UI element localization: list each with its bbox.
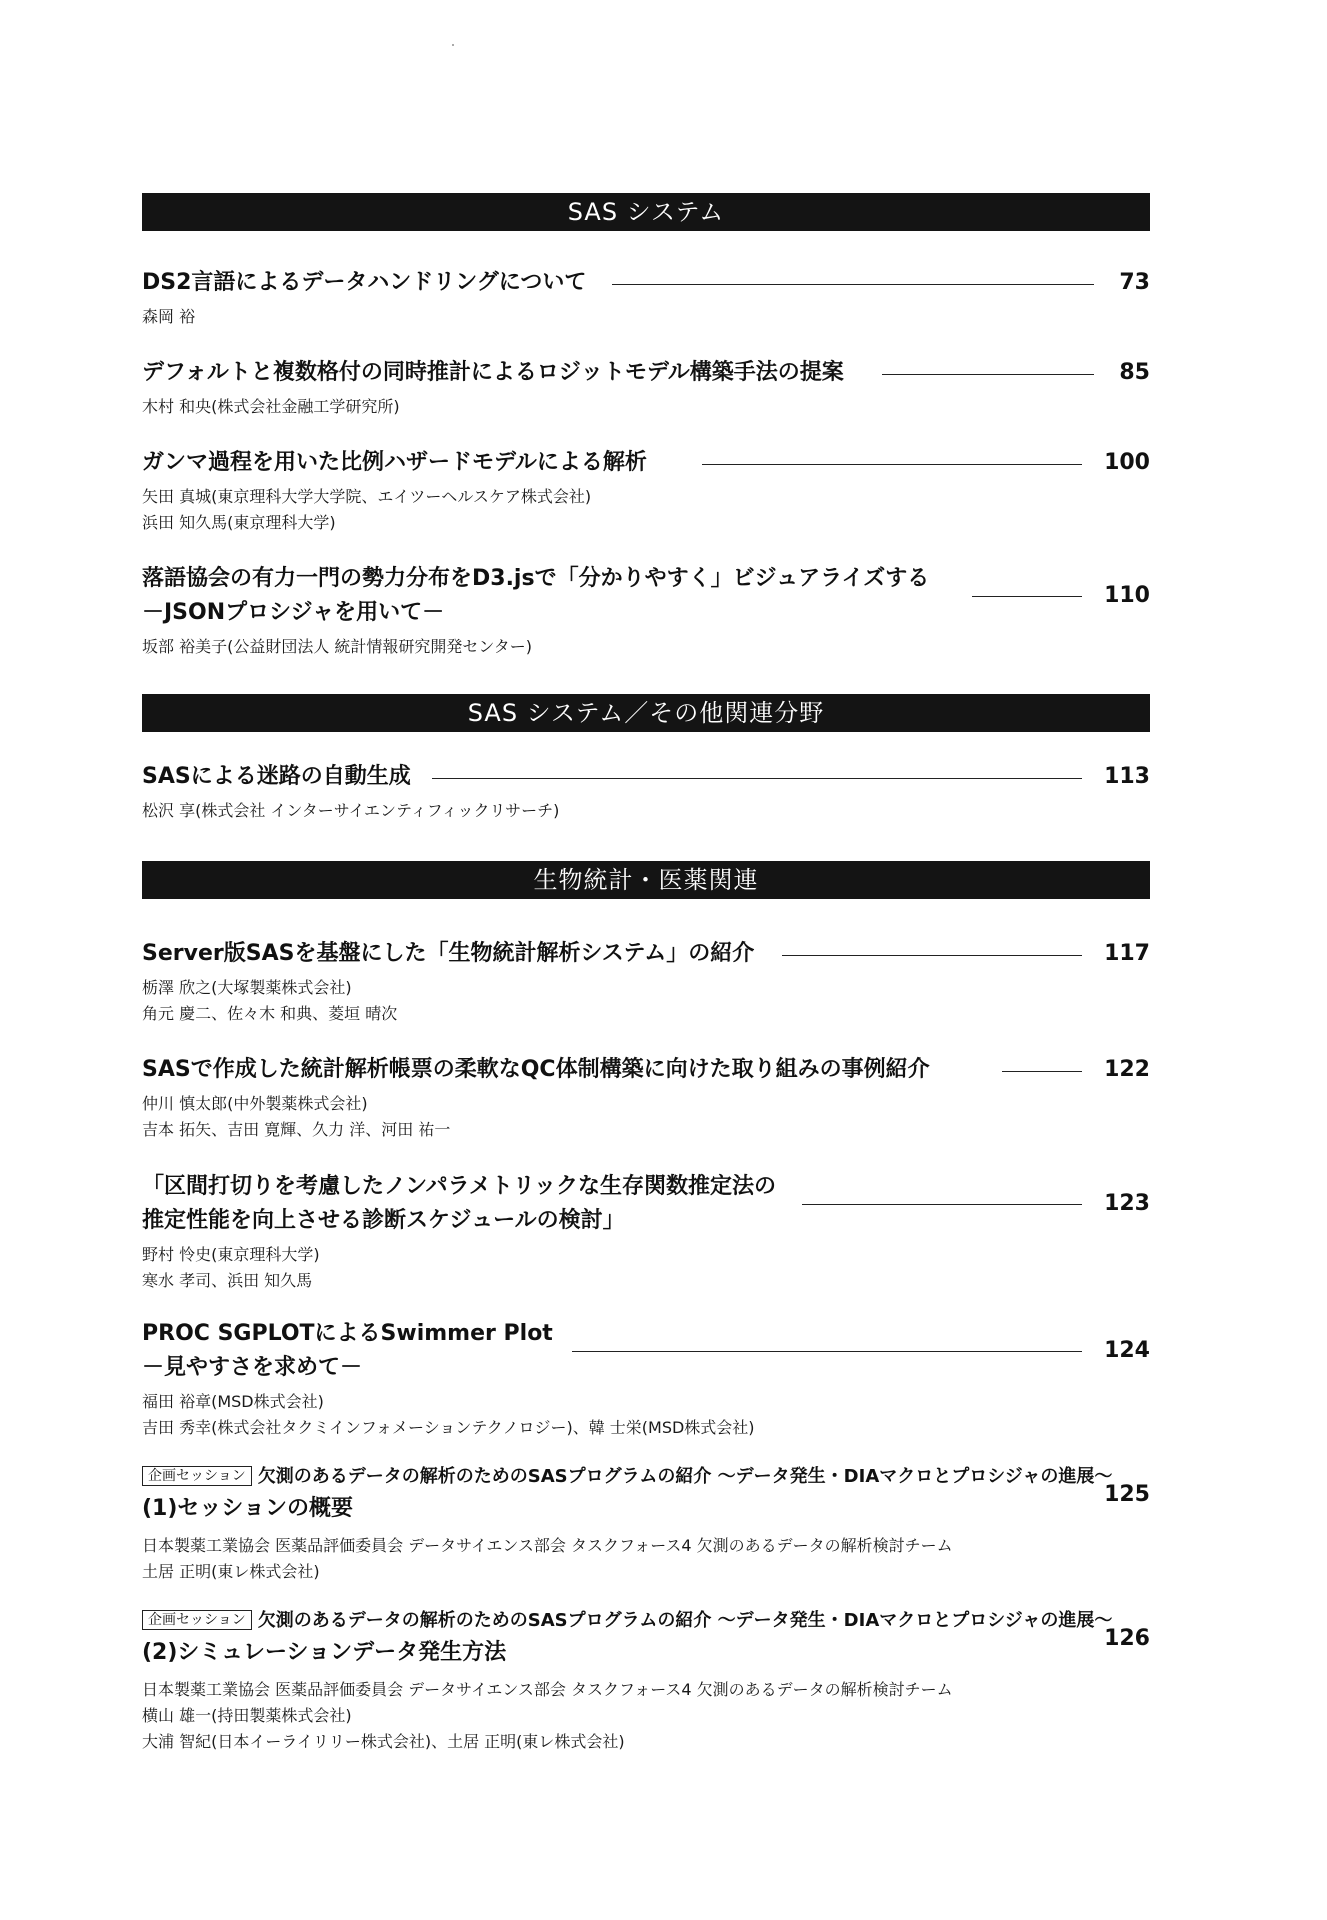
author-line: 仲川 慎太郎(中外製薬株式会社) — [142, 1094, 368, 1113]
leader-line — [612, 284, 1094, 285]
leader-line — [572, 1351, 1082, 1352]
toc-entry[interactable] — [142, 266, 1150, 330]
toc-entry[interactable] — [142, 1317, 1150, 1441]
toc-entry[interactable] — [142, 937, 1150, 1027]
entry-title: ガンマ過程を用いた比例ハザードモデルによる解析 — [142, 446, 657, 480]
leader-line — [1002, 1071, 1082, 1072]
page-number: 113 — [1104, 764, 1150, 789]
leader-line — [972, 596, 1082, 597]
session-title-line1: 欠測のあるデータの解析のためのSASプログラムの紹介 ～データ発生・DIAマクロとプロシジャの進展～ — [257, 1466, 1113, 1487]
author-line: 矢田 真城(東京理科大学大学院、エイツーヘルスケア株式会社) — [142, 487, 592, 506]
toc-entry[interactable] — [142, 1053, 1150, 1143]
author-line: 吉本 拓矢、吉田 寛輝、久力 洋、河田 祐一 — [142, 1120, 451, 1139]
entry-title: デフォルトと複数格付の同時推計によるロジットモデル構築手法の提案 — [142, 356, 854, 390]
session-entry[interactable] — [142, 1461, 1150, 1585]
author-line: 福田 裕章(MSD株式会社) — [142, 1392, 324, 1411]
entry-title: 落語協会の有力一門の勢力分布をD3.jsで「分かりやすく」ビジュアライズする －JSONプロシジャを用いて－ — [142, 562, 939, 630]
leader-line — [432, 778, 1082, 779]
author-line: 寒水 孝司、浜田 知久馬 — [142, 1271, 313, 1290]
author-line: 坂部 裕美子(公益財団法人 統計情報研究開発センター) — [142, 637, 533, 656]
entry-title: PROC SGPLOTによるSwimmer Plot －見やすさを求めて－ — [142, 1317, 563, 1385]
page-number: 100 — [1104, 450, 1150, 475]
author-line: 吉田 秀幸(株式会社タクミインフォメーションテクノロジー)、韓 士栄(MSD株式会社) — [142, 1418, 755, 1437]
session-entry[interactable] — [142, 1605, 1150, 1755]
author-line: 森岡 裕 — [142, 307, 196, 326]
toc-entry[interactable] — [142, 356, 1150, 420]
author-line: 栃澤 欣之(大塚製薬株式会社) — [142, 978, 352, 997]
session-title-line2: (2)シミュレーションデータ発生方法 — [142, 1640, 507, 1665]
author-line: 大浦 智紀(日本イーライリリー株式会社)、土居 正明(東レ株式会社) — [142, 1732, 625, 1751]
toc-entry[interactable] — [142, 446, 1150, 536]
section-heading-biostat-pharma: 生物統計・医薬関連 — [142, 861, 1150, 899]
author-line: 木村 和央(株式会社金融工学研究所) — [142, 397, 400, 416]
scan-speck — [452, 44, 454, 46]
entry-title: SASで作成した統計解析帳票の柔軟なQC体制構築に向けた取り組みの事例紹介 — [142, 1053, 940, 1087]
page-number: 123 — [1104, 1191, 1150, 1216]
session-title — [142, 1461, 1118, 1525]
session-title — [142, 1605, 1118, 1669]
page-number: 110 — [1104, 583, 1150, 608]
leader-line — [702, 464, 1082, 465]
entry-title: SASによる迷路の自動生成 — [142, 760, 421, 794]
author-line: 土居 正明(東レ株式会社) — [142, 1562, 320, 1581]
author-line: 日本製薬工業協会 医薬品評価委員会 データサイエンス部会 タスクフォース4 欠測のあるデータの解析検討チーム — [142, 1680, 953, 1699]
author-line: 浜田 知久馬(東京理科大学) — [142, 513, 336, 532]
session-tag: 企画セッション — [142, 1466, 252, 1486]
page-number: 85 — [1119, 360, 1150, 385]
leader-line — [882, 374, 1094, 375]
toc-entry[interactable] — [142, 562, 1150, 660]
session-tag: 企画セッション — [142, 1610, 252, 1630]
entry-title: DS2言語によるデータハンドリングについて — [142, 266, 596, 300]
session-title-line1: 欠測のあるデータの解析のためのSASプログラムの紹介 ～データ発生・DIAマクロとプロシジャの進展～ — [257, 1610, 1113, 1631]
toc-entry[interactable] — [142, 760, 1150, 824]
author-line: 角元 慶二、佐々木 和典、菱垣 晴次 — [142, 1004, 398, 1023]
entry-title: Server版SASを基盤にした「生物統計解析システム」の紹介 — [142, 937, 764, 971]
author-line: 横山 雄一(持田製薬株式会社) — [142, 1706, 352, 1725]
session-title-line2: (1)セッションの概要 — [142, 1496, 353, 1521]
entry-title: 「区間打切りを考慮したノンパラメトリックな生存関数推定法の 推定性能を向上させる診断スケジュールの検討」 — [142, 1170, 786, 1238]
author-line: 松沢 享(株式会社 インターサイエンティフィックリサーチ) — [142, 801, 560, 820]
leader-line — [782, 955, 1082, 956]
page-number: 125 — [1104, 1482, 1150, 1507]
author-line: 野村 怜史(東京理科大学) — [142, 1245, 320, 1264]
author-line: 日本製薬工業協会 医薬品評価委員会 データサイエンス部会 タスクフォース4 欠測のあるデータの解析検討チーム — [142, 1536, 953, 1555]
page-number: 117 — [1104, 941, 1150, 966]
page-number: 124 — [1104, 1338, 1150, 1363]
leader-line — [802, 1204, 1082, 1205]
page-number: 122 — [1104, 1057, 1150, 1082]
page-number: 73 — [1119, 270, 1150, 295]
toc-entry[interactable] — [142, 1170, 1150, 1294]
page-number: 126 — [1104, 1626, 1150, 1651]
section-heading-sas-system: SAS システム — [142, 193, 1150, 231]
section-heading-sas-other: SAS システム／その他関連分野 — [142, 694, 1150, 732]
